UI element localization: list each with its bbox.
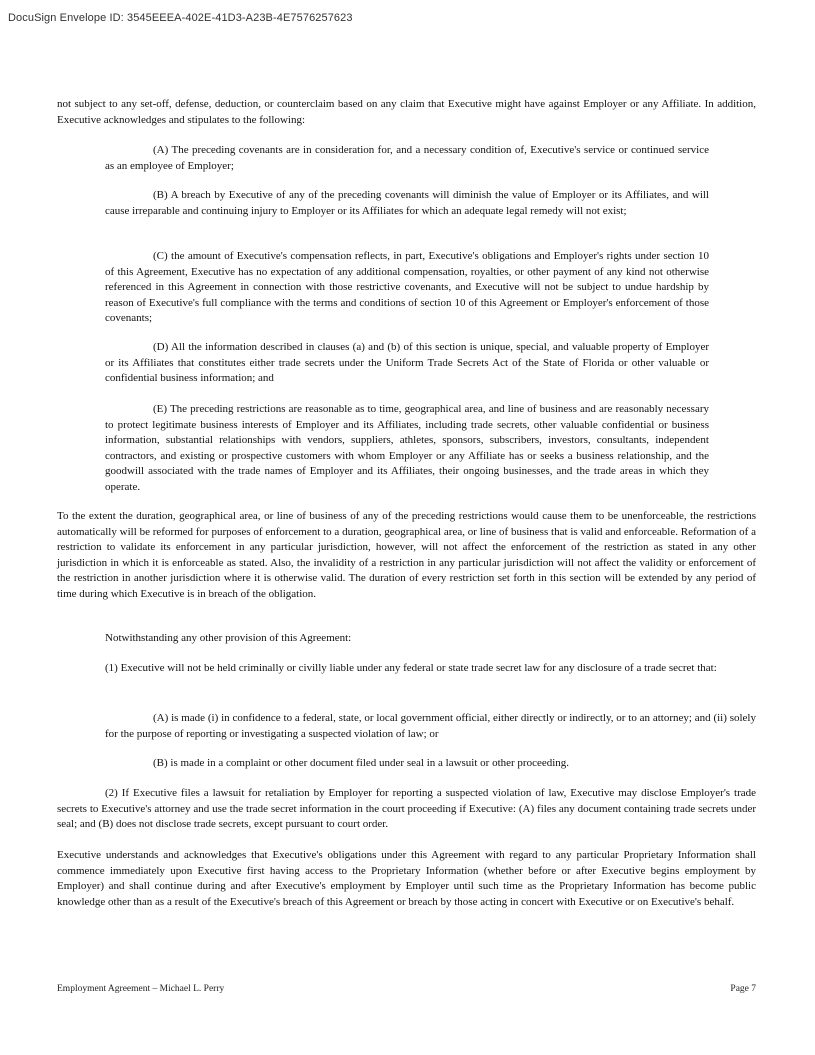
paragraph-extent: To the extent the duration, geographical area, or line of business of any of the preceding restrictions would cause them to be unenforceable, the restrictions automatically will be reformed for purposes of enforcement to a duration, geographical area, or line of business that is valid and enforceable. Reformation of a restriction to validate its enforcement in any particular jurisdiction, however, will not affect the enforcement of the restriction as stated in any other jurisdiction in which it is enforceable as stated. Also, the invalidity of a restriction in any particular jurisdiction will not affect the validity or enforcement of the restriction in another jurisdiction where it is otherwise valid. The duration of every restriction set forth in this section will be extended by any period of time during which Executive is in breach of the obligation. [57,510,756,600]
footer-title: Employment Agreement – Michael L. Perry [57,984,225,994]
clause-b: (B) A breach by Executive of any of the preceding covenants will diminish the value of Employer or its Affiliates, and will cause irreparable and continuing injury to Employer or its Affiliates for which an adequate legal remedy will not exist; [105,189,709,217]
clause-e: (E) The preceding restrictions are reasonable as to time, geographical area, and line of business and are reasonably necessary to protect legitimate business interests of Employer and its Affiliates, including trade secrets, other valuable confidential or business information, substantial relationships with vendors, suppliers, athletes, sponsors, subscribers, investors, consultants, independent contractors, and existing or prospective customers with whom Employer or any Affiliate has or seeks a business relationship, and the goodwill associated with the trade names of Employer and its Affiliates, their ongoing businesses, and the trade areas in which they operate. [105,403,709,493]
clause-1: (1) Executive will not be held criminally or civilly liable under any federal or state trade secret law for any disclosure of a trade secret that: [105,662,717,674]
clause-1-b: (B) is made in a complaint or other document filed under seal in a lawsuit or other proceeding. [153,757,570,769]
clause-1-a: (A) is made (i) in confidence to a federal, state, or local government official, either directly or indirectly, or to an attorney; and (ii) solely for the purpose of reporting or investigating a suspected violation of law; or [105,712,756,740]
envelope-id: DocuSign Envelope ID: 3545EEEA-402E-41D3-A23B-4E7576257623 [8,12,353,24]
footer-page-number: Page 7 [730,984,756,994]
clause-d: (D) All the information described in clauses (a) and (b) of this section is unique, special, and valuable property of Employer or its Affiliates that constitutes either trade secrets under the Uniform Trade Secrets Act of the State of Florida or other valuable or confidential business information; and [105,341,709,384]
clause-c: (C) the amount of Executive's compensation reflects, in part, Executive's obligations and Employer's rights under section 10 of this Agreement, Executive has no expectation of any additional compensation, royalties, or other payment of any kind not otherwise referenced in this Agreement in connection with those restrictive covenants, and Executive will not be subject to undue hardship by reason of Executive's full compliance with the terms and conditions of section 10 of this Agreement or Employer's enforcement of those covenants; [105,250,709,324]
paragraph-understand: Executive understands and acknowledges that Executive's obligations under this Agreement with regard to any particular Proprietary Information shall commence immediately upon Executive first having access to the Proprietary Information (whether before or after Executive begins employment by Employer) and shall continue during and after Executive's employment by Employer until such time as the Proprietary Information has become public knowledge other than as a result of the Executive's breach of this Agreement or breach by those acting in concert with Executive or on Executive's behalf. [57,849,756,908]
clause-a: (A) The preceding covenants are in consideration for, and a necessary condition of, Executive's service or continued service as an employee of Employer; [105,144,709,172]
paragraph-intro: not subject to any set-off, defense, deduction, or counterclaim based on any claim that Executive might have against Employer or any Affiliate. In addition, Executive acknowledges and stipulates to the following: [57,98,756,126]
paragraph-notwithstanding: Notwithstanding any other provision of this Agreement: [105,632,352,644]
clause-2: (2) If Executive files a lawsuit for retaliation by Employer for reporting a suspected violation of law, Executive may disclose Employer's trade secrets to Executive's attorney and use the trade secret information in the court proceeding if Executive: (A) files any document containing trade secrets under seal; and (B) does not disclose trade secrets, except pursuant to court order. [57,787,756,830]
